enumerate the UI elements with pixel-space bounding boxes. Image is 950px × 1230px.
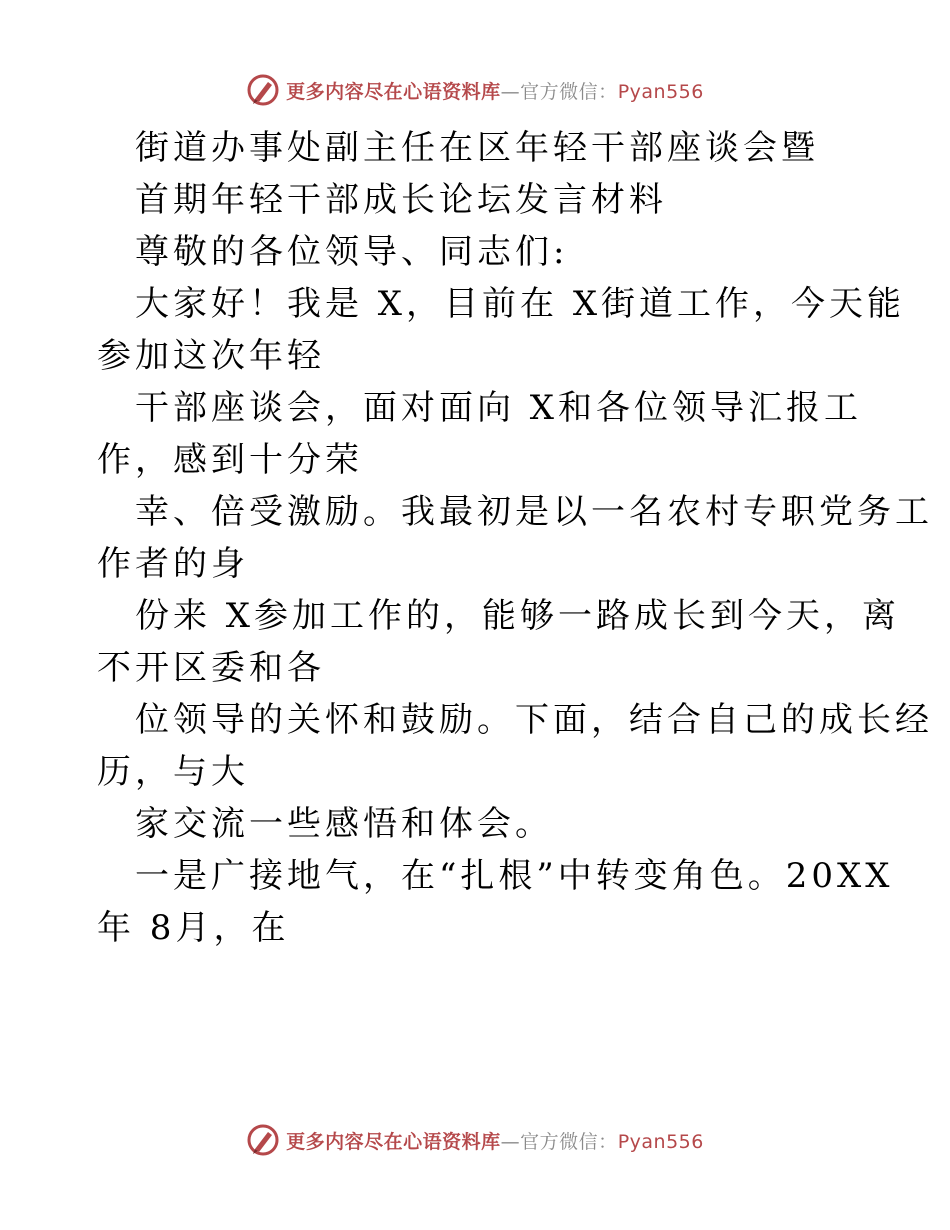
text-line: 街道办事处副主任在区年轻干部座谈会暨 [135,128,819,168]
banner-text [286,1127,704,1154]
text-line: 大家好！我是 X，目前在 X街道工作，今天能 [135,284,906,324]
text-line: 作，感到十分荣 [97,440,363,480]
text-line: 家交流一些感悟和体会。 [135,804,553,844]
text-line: 历，与大 [97,752,249,792]
banner-title: 更多内容尽在心语资料库 [286,80,501,103]
footer-banner [0,1120,950,1160]
text-line: 参加这次年轻 [97,336,325,376]
pen-logo-icon [246,1123,280,1157]
text-line: 年 8月，在 [97,908,290,948]
text-line: 作者的身 [97,544,249,584]
banner-content [246,73,704,107]
banner-wechat-id: Pyan556 [617,80,704,103]
text-line: 不开区委和各 [97,648,325,688]
text-line: 份来 X参加工作的，能够一路成长到今天，离 [135,596,901,636]
text-line: 干部座谈会，面对面向 X和各位领导汇报工 [135,388,863,428]
banner-title: 更多内容尽在心语资料库 [286,1130,501,1153]
banner-wechat-label: —官方微信： [500,1130,618,1153]
text-line: 尊敬的各位领导、同志们: [135,232,569,272]
banner-wechat-id: Pyan556 [617,1130,704,1153]
banner-wechat-label: —官方微信： [500,80,618,103]
text-line: 一是广接地气，在“扎根”中转变角色。20XX [135,856,894,896]
text-line: 位领导的关怀和鼓励。下面，结合自己的成长经 [135,700,933,740]
pen-logo-icon [246,73,280,107]
banner-content [246,1123,704,1157]
header-banner [0,70,950,110]
text-line: 首期年轻干部成长论坛发言材料 [135,180,667,220]
document-body [97,122,933,954]
text-line: 幸、倍受激励。我最初是以一名农村专职党务工 [135,492,933,532]
banner-text [286,77,704,104]
